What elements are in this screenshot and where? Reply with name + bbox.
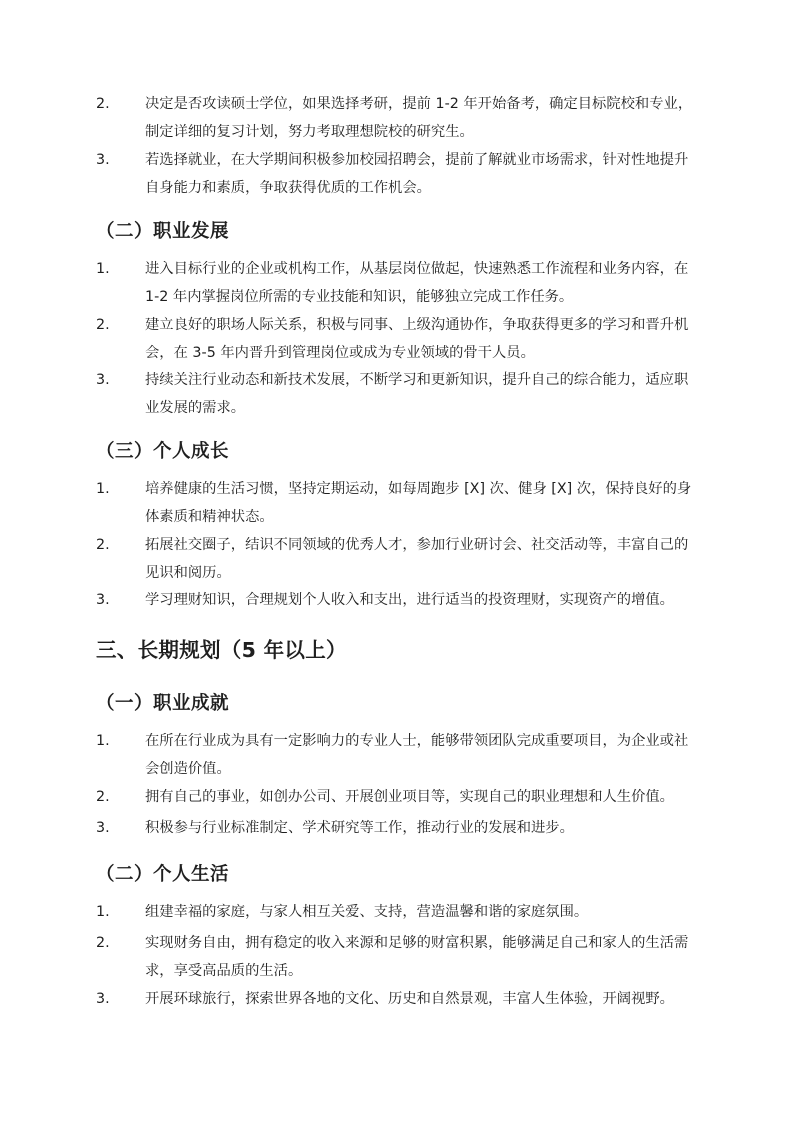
- list-text: 拥有自己的事业，如创办公司、开展创业项目等，实现自己的职业理想和人生价值。: [145, 789, 674, 805]
- list-text: 决定是否攻读硕士学位，如果选择考研，提前 1-2 年开始备考，确定目标院校和专业，制定详细的复习计划，努力考取理想院校的研究生。: [145, 96, 693, 140]
- list-text: 进入目标行业的企业或机构工作，从基层岗位做起，快速熟悉工作流程和业务内容，在 1-2 年内掌握岗位所需的专业技能和知识，能够独立完成工作任务。: [145, 261, 689, 305]
- list-number: 2.: [96, 537, 110, 553]
- list-number: 2.: [96, 789, 110, 805]
- list-text: 开展环球旅行，探索世界各地的文化、历史和自然景观，丰富人生体验，开阔视野。: [145, 991, 674, 1007]
- list-text: 培养健康的生活习惯，坚持定期运动，如每周跑步 [X] 次、健身 [X] 次，保持良好的身体素质和精神状态。: [145, 481, 692, 525]
- chapter-heading: [96, 637, 706, 663]
- list-number: 3.: [96, 592, 110, 608]
- list-number: 1.: [96, 481, 110, 497]
- heading-career-achievement: （一）职业成就: [96, 693, 230, 714]
- list-number: 2.: [96, 96, 110, 112]
- list-number: 3.: [96, 152, 110, 168]
- heading-career-development: （二）职业发展: [96, 221, 230, 242]
- heading-long-term-plan: 三、长期规划（5 年以上）: [96, 638, 347, 662]
- list-number: 1.: [96, 261, 110, 277]
- list-text: 若选择就业，在大学期间积极参加校园招聘会，提前了解就业市场需求，针对性地提升自身能力和素质，争取获得优质的工作机会。: [145, 152, 689, 196]
- list-text: 在所在行业成为具有一定影响力的专业人士，能够带领团队完成重要项目，为企业或社会创造价值。: [145, 733, 689, 777]
- list-text: 组建幸福的家庭，与家人相互关爱、支持，营造温馨和谐的家庭氛围。: [145, 904, 589, 920]
- heading-personal-growth: （三）个人成长: [96, 441, 230, 462]
- section-heading: [96, 863, 706, 887]
- list-text: 学习理财知识，合理规划个人收入和支出，进行适当的投资理财，实现资产的增值。: [145, 592, 674, 608]
- section-heading: [96, 220, 706, 244]
- list-text: 持续关注行业动态和新技术发展，不断学习和更新知识，提升自己的综合能力，适应职业发展的需求。: [145, 372, 689, 416]
- section-heading: [96, 692, 706, 716]
- list-number: 1.: [96, 904, 110, 920]
- list-text: 实现财务自由，拥有稳定的收入来源和足够的财富积累，能够满足自己和家人的生活需求，享受高品质的生活。: [145, 935, 689, 979]
- list-number: 2.: [96, 935, 110, 951]
- list-number: 1.: [96, 733, 110, 749]
- heading-personal-life: （二）个人生活: [96, 864, 230, 885]
- list-number: 3.: [96, 991, 110, 1007]
- list-number: 3.: [96, 372, 110, 388]
- list-text: 拓展社交圈子，结识不同领域的优秀人才，参加行业研讨会、社交活动等，丰富自己的见识和阅历。: [145, 537, 689, 581]
- list-text: 建立良好的职场人际关系，积极与同事、上级沟通协作，争取获得更多的学习和晋升机会，在 3-5 年内晋升到管理岗位或成为专业领域的骨干人员。: [145, 317, 689, 361]
- list-text: 积极参与行业标准制定、学术研究等工作，推动行业的发展和进步。: [145, 820, 574, 836]
- list-number: 2.: [96, 317, 110, 333]
- list-number: 3.: [96, 820, 110, 836]
- section-heading: [96, 440, 706, 464]
